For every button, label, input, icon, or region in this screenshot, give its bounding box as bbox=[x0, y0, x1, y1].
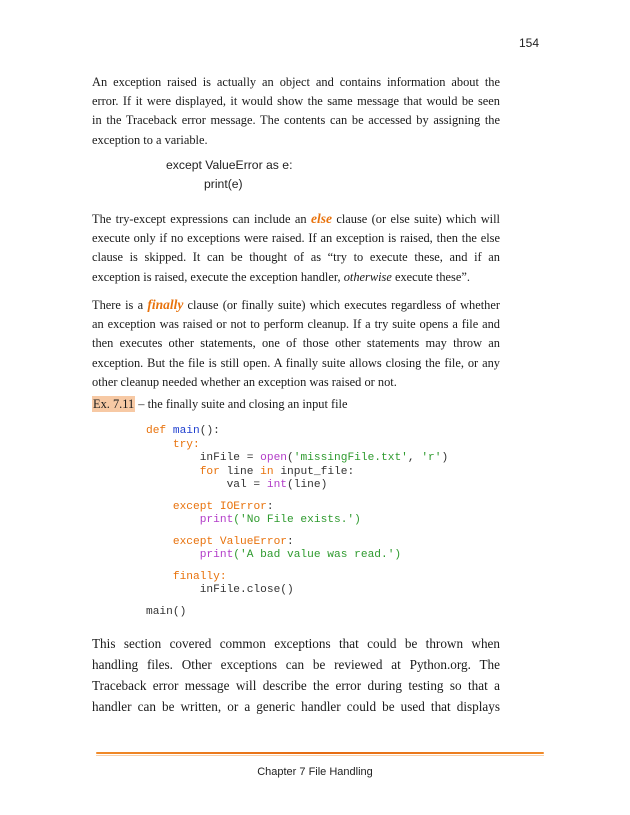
text-line: There is a finally clause (or finally suite) which executes regardless of whether bbox=[92, 297, 500, 312]
text-line: then executes other statements, one of those other statements may throw an bbox=[92, 336, 500, 351]
example-label bbox=[92, 397, 348, 412]
finally-keyword: finally bbox=[147, 297, 184, 312]
text-line: handling files. Other exceptions can be reviewed at Python.org. The bbox=[92, 657, 500, 672]
text-line: clause is skipped. It can be thought of as “try to execute these, and if an bbox=[92, 250, 500, 265]
text-line: handler can be written, or a generic handler could be used that displays bbox=[92, 699, 500, 714]
paragraph-other-exceptions bbox=[92, 633, 500, 717]
else-keyword: else bbox=[310, 211, 332, 226]
code-block bbox=[146, 425, 448, 619]
snippet-line-print: print(e) bbox=[204, 177, 243, 191]
text-line: in the Traceback error message. The contents can be accessed by assigning the bbox=[92, 113, 500, 128]
code-line: val = int(line) bbox=[226, 479, 328, 491]
footer-chapter-title: Chapter 7 File Handling bbox=[257, 766, 373, 778]
code-line: inFile = open('missingFile.txt', 'r') bbox=[199, 452, 449, 464]
page-number: 154 bbox=[518, 36, 539, 50]
paragraph-else-clause bbox=[92, 209, 500, 287]
paragraph-exception-object bbox=[92, 73, 500, 150]
text-line: The try-except expressions can include an else clause (or else suite) which will bbox=[92, 211, 500, 226]
code-line: print('No File exists.') bbox=[199, 514, 361, 526]
paragraph-finally-clause bbox=[92, 295, 500, 392]
text-line: an exception was raised or not to perform cleanup. If a try suite opens a file and bbox=[92, 317, 500, 332]
text-line: execute only if no exceptions were raised. If an exception is raised, then the else bbox=[92, 231, 500, 246]
example-number: Ex. 7.11 bbox=[93, 397, 135, 411]
code-line: except IOError: bbox=[172, 500, 274, 513]
code-line: for line in input_file: bbox=[199, 465, 355, 478]
footer-divider-shadow bbox=[96, 755, 544, 756]
example-caption: – the finally suite and closing an input file bbox=[135, 397, 348, 411]
code-line: try: bbox=[172, 438, 200, 451]
code-line: main() bbox=[146, 605, 187, 618]
code-line: def main(): bbox=[146, 425, 220, 437]
text-line: An exception raised is actually an object and contains information about the bbox=[92, 75, 500, 89]
code-line: finally: bbox=[172, 570, 227, 583]
text-line: exception is raised, execute the exception handler, otherwise execute these”. bbox=[92, 269, 470, 284]
code-line: inFile.close() bbox=[199, 584, 294, 596]
text-line: This section covered common exceptions that could be thrown when bbox=[92, 636, 500, 651]
code-line: except ValueError: bbox=[172, 535, 294, 548]
text-line: exception. But the file is still open. A finally suite allows closing the file, or any bbox=[92, 355, 500, 370]
snippet-line-except: except ValueError as e: bbox=[166, 158, 293, 172]
text-line: other cleanup needed whether an exception was raised or not. bbox=[92, 374, 397, 389]
text-line: Traceback error message will describe the error during testing so that a bbox=[92, 678, 500, 693]
code-line: print('A bad value was read.') bbox=[199, 549, 402, 561]
footer-divider bbox=[96, 752, 544, 754]
text-line: exception to a variable. bbox=[92, 132, 208, 147]
text-line: error. If it were displayed, it would show the same message that would be seen bbox=[92, 94, 500, 109]
